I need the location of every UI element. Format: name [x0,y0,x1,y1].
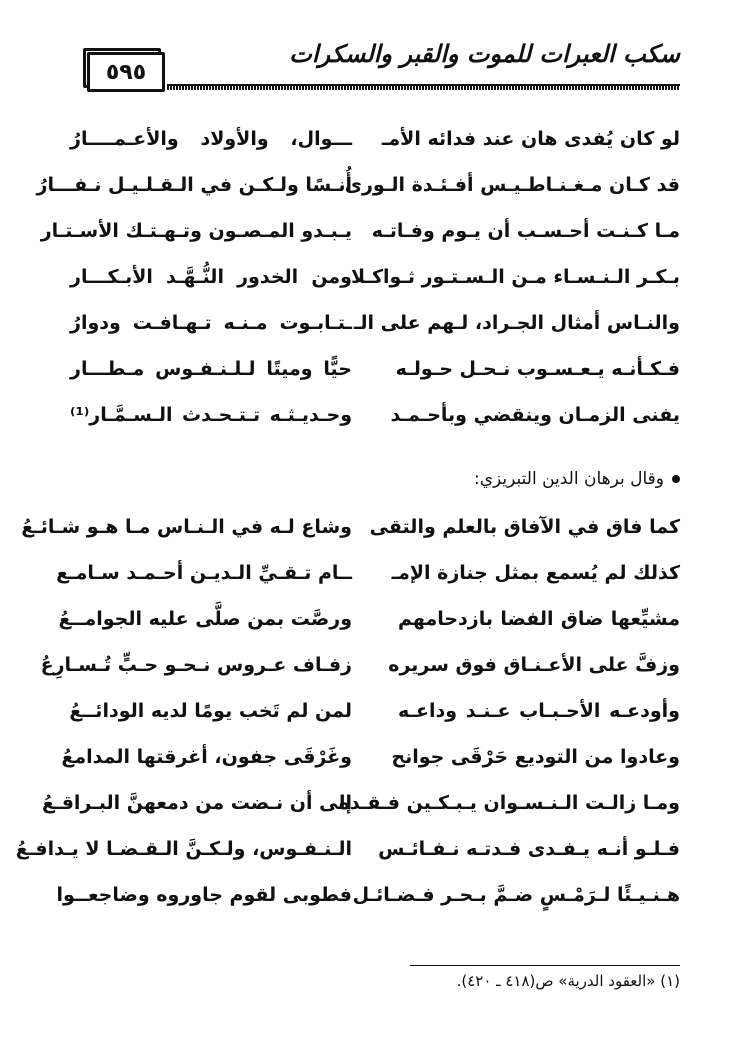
verse-first-hemistich: كما فاق في الآفاق بالعلم والتقى [369,516,680,538]
poem-first [36,122,680,444]
verse-row [70,306,680,352]
verse-row [21,510,680,556]
verse-first-hemistich: والنـاس أمثال الجـراد، لـهم على الـ [353,312,680,334]
verse-row [70,260,680,306]
verse-row [70,398,680,444]
page-number: ٥٩٥ [87,52,165,92]
verse-first-hemistich: كذلك لم يُسمع بمثل جنازة الإمـ [391,562,680,584]
verse-second-hemistich: ومن الخدور النُّـهَّـد الأبـكـــار [70,266,352,288]
verse-first-hemistich: فـكـأنـه يـعـسـوب نـحـل حـولـه [395,358,680,380]
verse-row [58,602,680,648]
verse-first-hemistich: وعادوا من التوديع حَرْقَى جوانح [391,746,680,768]
verse-second-hemistich: الـنـفـوس، ولـكـنَّ الـقـضـا لا يـدافـعُ [15,838,352,860]
verse-row [15,832,680,878]
verse-first-hemistich: هـنـيـئًا لـرَمْـسٍ ضـمَّ بـحـر فـضـائـل [352,884,680,906]
header-rule [167,84,680,90]
verse-second-hemistich: ـتـابـوت مـنـه تـهـافـت ودوارُ [70,312,352,334]
verse-row [40,214,680,260]
verse-second-hemistich: إلى أن نـضت من دمعهنَّ البـراقـعُ [41,792,352,814]
verse-second-hemistich: يـبـدو المـصـون وتـهـتـك الأسـتـار [40,220,352,242]
footnote: (١) «العقود الدرية» ص(٤١٨ ـ ٤٢٠). [456,972,680,990]
verse-row [70,352,680,398]
verse-second-hemistich: أُنـسًا ولـكـن في الـقـلـيـل نـفـــارُ [36,174,352,196]
verse-first-hemistich: لو كان يُفدى هان عند فدائه الأمـ [381,128,680,150]
verse-second-hemistich: فطوبى لقوم جاوروه وضاجعــوا [56,884,352,906]
verse-row [41,786,680,832]
bullet-icon [672,475,680,483]
verse-first-hemistich: بـكـر الـنـسـاء مـن الـسـتـور ثـواكـلا [351,266,680,288]
verse-first-hemistich: ومـا زالـت الـنـسـوان يـبـكـين فـقـده [338,792,680,814]
verse-first-hemistich: يفنى الزمـان وينقضي وبأحـمـد [390,404,680,426]
footnote-rule [410,965,680,966]
verse-first-hemistich: قد كـان مـغـنـاطـيـس أفـئـدة الـورى [344,174,680,196]
verse-second-hemistich: وغَرْقَى جفون، أغرقتها المدامعُ [61,746,352,768]
verse-row [56,556,680,602]
verse-second-hemistich: حيًّا وميتًا لـلـنـفـوس مـطـــار [70,358,352,380]
verse-first-hemistich: مشيِّعها ضاق الفضا بازدحامهم [398,608,680,630]
page-header [75,38,680,98]
verse-second-hemistich: ورصَّت بمن صلَّى عليه الجوامــعُ [58,608,352,630]
poem-intro [70,464,680,494]
verse-second-hemistich: زفـاف عـروس نـحـو حـبٍّ تُـسـارِعُ [40,654,352,676]
verse-row [61,740,680,786]
poem-second [15,510,680,924]
verse-first-hemistich: وزفَّ على الأعـنـاق فوق سريره [388,654,680,676]
verse-first-hemistich: مـا كـنـت أحـسـب أن يـوم وفـاتـه [371,220,680,242]
verse-row [70,694,680,740]
verse-row [56,878,680,924]
verse-second-hemistich: ـــوال، والأولاد والأعـمــــارُ [70,128,352,150]
book-title: سكب العبرات للموت والقبر والسكرات [289,40,680,68]
verse-row [70,122,680,168]
verse-second-hemistich: وحـديـثـه تـتـحـدث الـسـمَّـار⁽¹⁾ [70,404,352,426]
verse-first-hemistich: وأودعـه الأحـبـاب عـنـد وداعـه [398,700,680,722]
verse-second-hemistich: لمن لم تَخب يومًا لديه الودائــعُ [69,700,352,722]
verse-row [36,168,680,214]
verse-first-hemistich: فـلـو أنـه يـفـدى فـدتـه نـفـائـس [378,838,680,860]
verse-row [40,648,680,694]
intro-text: وقال برهان الدين التبريزي: [473,469,664,489]
verse-second-hemistich: ــام تـقـيِّ الـديـن أحـمـد سـامـع [56,562,352,584]
verse-second-hemistich: وشاع لـه في الـنـاس مـا هـو شـائـعُ [21,516,352,538]
